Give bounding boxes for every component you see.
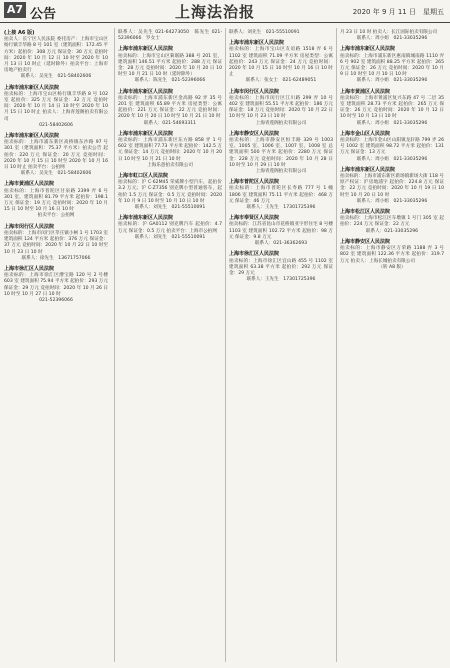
- issue-date: 2020 年 9 月 11 日 星期五: [352, 8, 444, 16]
- notice-contact: （转 A8 版）: [378, 264, 406, 270]
- notice-block: [4, 30, 108, 81]
- notice-title: 上海市浦东新区人民法院: [4, 84, 60, 91]
- notice-body: 拍卖标的：上海市普陀区甘泉路 2399 弄 6 号 301 室，建筑面积 81.79 平方米 起拍价：198.1 万元 保证金：19 万元 竞拍时间：2020 年 10 月 15 日 10 时至 10 月 16 日 10 时: [4, 188, 108, 213]
- notice-title: 上海市黄浦区人民法院: [340, 88, 391, 95]
- notice-body: 月 23 日 10 时 拍卖人：长江国际拍卖有限公司: [340, 30, 438, 35]
- newspaper-logo: 上海法治报: [175, 3, 256, 21]
- notice-body: 拍卖标的：上海市静安区恒丰路 329 号 1003 室、1005 室、1006 室、1007 室、1008 室 总建筑面积 500 平方米 起拍价：2280 万元 保证金：228 万元 竞拍时间：2020 年 10 月 28 日 10 时至 10 月 29 日 10 时: [229, 138, 333, 168]
- notice-body: 拍卖标的：上海市浦东新区高桥镇东沙路 97 号 301 室（建筑面积：75.37 平方米）拍卖公告 起拍价：220 万元 保证金：20 万元 竞拍时间：2020 年 10 月 15 日 10 时至 2020 年 10 月 16 日 10 时止 拍卖平台：公拍网: [4, 140, 108, 171]
- notice-body: 拍卖标的：上海市徐汇区宜山路 455 号 1102 室 建筑面积 63.38 平方米 起拍价：292 万元 保证金：29 万元: [229, 258, 333, 276]
- notice-contact: 联系人：周小姐 021-33035296: [356, 156, 428, 162]
- notice-block: [229, 30, 333, 36]
- notice-contact: 联系人：021-36362693: [254, 241, 308, 247]
- notice-title: 上海市闵行区人民法院: [4, 223, 55, 230]
- notice-block: [229, 89, 333, 127]
- notice-block: [118, 46, 222, 84]
- notice-body: 拍卖人：长宁区人民法院 委托房产：上海市宝山区杨行镇丰华路 8 号 101 室（建筑面积：172.45 平方米）起拍价：308 万元 保证金：30 万元 竞拍时间：2020 年 10 月 12 日 10 时至 2020 年 10 月 13 日 10 时止（延时除外）拍卖平台：上海市房地产拍卖行: [4, 37, 108, 74]
- notice-body: 拍卖标的：上海市静安区万荣路 1188 弄 3 号 802 室 建筑面积 122.36 平方米 起拍价：319.7 万元 拍卖人：上海长城拍卖有限公司: [340, 246, 444, 264]
- notice-title: 上海市松江区人民法院: [340, 209, 391, 216]
- notice-title: 上海市浦东新区人民法院: [340, 46, 396, 53]
- notice-body: 拍卖标的：上海市浦东新区惠南镇城南路 1110 弄 6 号 902 室 建筑面积 88.25 平方米 起拍价：265 万元 保证金：26 万元 竞拍时间：2020 年 10 月 9 日 10 时至 10 月 10 日 10 时: [340, 53, 444, 78]
- notice-title: 上海市浦东新区人民法院: [340, 166, 396, 173]
- notice-title: 上海市金山区人民法院: [340, 130, 391, 137]
- notice-contact: 联系人：陈先生 021-52396066: [134, 78, 206, 84]
- notice-contact: 上海乐意拍卖有限公司: [147, 162, 193, 168]
- notice-body: 拍卖标的：上海市黄浦区复兴东路 47 号 二层 35 室 建筑面积 28.73 平方米 起拍价：265 万元 保证金：26 万元 竞拍时间：2020 年 10 月 12 日 10 时至 10 月 13 日 10 时: [340, 95, 444, 120]
- notice-block: [4, 181, 108, 219]
- column-3: [225, 28, 333, 662]
- notice-contact: 上海青莲阁拍卖有限公司: [255, 120, 307, 126]
- notice-title: 上海市浦东新区人民法院: [118, 215, 174, 222]
- notice-contact: 联系人：王先生 17301725396: [246, 205, 316, 211]
- notice-block: [118, 30, 222, 42]
- notice-body: 联系人：刘先生 021-55510091: [229, 30, 300, 35]
- notice-block: [118, 173, 222, 211]
- notice-contact: 联系人：王先生 17301725396: [246, 277, 316, 283]
- notice-block: [4, 133, 108, 177]
- notice-contact: 联系人：吴先生 021-58402606: [20, 74, 92, 80]
- notice-block: [340, 30, 444, 42]
- notice-body: 拍卖标的：上海市金山区山阳镇龙轩路 799 弄 26 号 1002 室 建筑面积 98.72 平方米 起拍价：131 万元 保证金：13 万元: [340, 138, 444, 156]
- notice-block: [340, 89, 444, 127]
- notice-title: 上海市浦东新区人民法院: [118, 46, 174, 53]
- notice-body: 拍卖标的：上海市浦东新区金高路 92 弄 35 号 201 室 建筑面积 65.89 平方米 房屋类型：公寓 起拍价：221 万元 保证金：22 万元 竞拍时间：2020 年 10 月 20 日 10 时至 10 月 21 日 10 时: [118, 95, 222, 120]
- notice-block: [340, 46, 444, 84]
- notice-title: 上海市浦东新区人民法院: [4, 133, 60, 140]
- notice-block: [229, 179, 333, 211]
- notice-contact: 联系人：周小姐 021-33035296: [356, 78, 428, 84]
- notice-contact: 联系人：021-33035296: [365, 228, 419, 234]
- notice-block: [4, 85, 108, 129]
- notice-contact: 拍卖平台：公拍网: [37, 213, 75, 219]
- notice-block: [229, 251, 333, 283]
- notice-block: [340, 239, 444, 271]
- notice-body: 拍卖标的：上海市浦东新区东方路 858 弄 1 号 602 室 建筑面积 77.73 平方米 起拍价：142.5 万元 保证金：14 万元 竞拍时间：2020 年 10 月 20 日 10 时至 10 月 21 日 10 时: [118, 138, 222, 162]
- notice-title: 上海市奉贤区人民法院: [229, 215, 280, 222]
- notice-block: [229, 131, 333, 175]
- notice-title: 上海市浦东新区人民法院: [229, 40, 285, 47]
- notice-body: 拍卖标的：上海市宝山区友谊路 1518 弄 6 号 1102 室 建筑面积 71.09 平方米 房屋类型：公寓 起拍价：243 万元 保证金：24 万元 竞拍时间：2020 年 10 月 15 日 10 时至 10 月 16 日 10 时止: [229, 47, 333, 78]
- notice-body: 拍卖标的：沪 C·62M45 荣威牌小型汽车，起拍价 3.2 万元；沪 C·Z7356 别克牌小型普通客车，起拍价 1.5 万元 保证金：0.5 万元 竞拍时间：2020 年 10 月 9 日 10 时至 10 月 10 日 10 时: [118, 180, 222, 204]
- notice-block: [340, 167, 444, 205]
- notice-contact: 上海青莲阁拍卖有限公司: [255, 169, 307, 175]
- notice-title: 上海市浦东新区人民法院: [118, 88, 174, 95]
- notice-contact: 021-58402606: [39, 122, 73, 128]
- notice-block: [229, 40, 333, 84]
- notice-columns: [4, 28, 446, 662]
- notice-block: [340, 131, 444, 163]
- notice-body: 拍卖标的：上海市宝山区杨行镇丰华路 8 号 102 室 起拍价：325 万元 保证金：32 万元 竞拍时间：2020 年 10 月 14 日 10 时至 2020 年 10 月 15 日 10 时止 拍卖人：上海青莲阁拍卖有限公司: [4, 91, 108, 122]
- column-1: [4, 28, 108, 662]
- notice-body: 拍卖标的：江苏省昆山市花桥镇亚字形住宅 8 号楼 1103 室 建筑面积 102.72 平方米 起拍价：98 万元 保证金：9.8 万元: [229, 222, 333, 240]
- notice-contact: 021-52396066: [39, 297, 73, 303]
- notice-contact: 联系人：周小姐 021-33035296: [356, 36, 428, 42]
- notice-contact: 联系人：刘先生 021-55510091: [134, 234, 206, 240]
- notice-title: 上海市闵行区人民法院: [229, 88, 280, 95]
- notice-title: 上海市黄浦区人民法院: [4, 181, 55, 188]
- notice-block: [340, 209, 444, 235]
- notice-body: 拍卖标的：上海市浦东新区新场镇新场大街 118 号 原产权证：沪房地浦字 起拍价：224.8 万元 保证金：22 万元 竞拍时间：2020 年 10 月 19 日 10 时至 10 月 20 日 10 时: [340, 174, 444, 198]
- notice-block: [4, 266, 108, 304]
- notice-title: 上海市徐汇区人民法院: [229, 251, 280, 258]
- notice-block: [118, 215, 222, 241]
- notice-contact: 联系人：张女士 021-62489051: [245, 78, 317, 84]
- notice-contact: 联系人：徐先生 13671757066: [21, 255, 91, 261]
- notice-title: 上海市徐汇区人民法院: [4, 265, 55, 272]
- notice-body: 拍卖标的：上海市闵行区江川路 299 弄 10 号 402 室 建筑面积 55.51 平方米 起拍价：186 万元 保证金：18 万元 竞拍时间：2020 年 10 月 22 日 10 时至 10 月 23 日 10 时: [229, 95, 333, 120]
- notice-title: 上海市普陀区人民法院: [229, 179, 280, 186]
- notice-contact: 联系人：周小姐 021-33035296: [356, 198, 428, 204]
- notice-block: [4, 224, 108, 262]
- notice-block: [118, 89, 222, 127]
- notice-block: [118, 131, 222, 169]
- page-header: [0, 0, 450, 23]
- notice-title: 上海市静安区人民法院: [229, 130, 280, 137]
- notice-contact: 联系人：吴先生 021-58402606: [20, 171, 92, 177]
- notice-body: 拍卖标的：上海市徐汇区漕宝路 120 号 2 号楼 603 室 建筑面积 75.94 平方米 起拍价：293 万元 保证金：29 万元 竞拍时间：2020 年 10 月 26 日 10 时至 10 月 27 日 10 时: [4, 273, 108, 297]
- notice-block: [229, 215, 333, 247]
- column-4: [336, 28, 444, 662]
- notice-title: 上海市静安区人民法院: [340, 238, 391, 245]
- page-number-badge: A7: [4, 2, 26, 18]
- notice-contact: 联系人：021-54693311: [143, 120, 197, 126]
- notice-title: 上海市虹口区人民法院: [118, 173, 169, 180]
- notice-body: 拍卖标的：上海市普陀区长寿路 777 号 1 幢 1806 室 建筑面积 75.11 平方米 起拍价：468 万元 保证金：46 万元: [229, 186, 333, 204]
- notice-title: 上海市浦东新区人民法院: [118, 130, 174, 137]
- notice-body: 拍卖标的：上海市松江区车墩镇 1 号门 305 室 起拍价：224 万元 保证金：22 万元: [340, 216, 444, 228]
- notice-body: 拍卖标的：上海市闵行区莘庄镇小闸 1 号 1703 室 建筑面积 124 平方米 起拍价：376 万元 保证金：37 万元 竞拍时间：2020 年 10 月 22 日 10 时至 10 月 23 日 10 时: [4, 230, 108, 255]
- notice-contact: 联系人：周小姐 021-33035296: [356, 120, 428, 126]
- notice-body: 联系人：吴先生 021-64273050 陈先生 021-52396066 罗女士: [118, 30, 222, 42]
- notice-body: 拍卖标的：上海市宝山区菊联路 388 号 201 室，建筑面积 146.51 平方米 起拍价：288 万元 保证金：28 万元 竞拍时间：2020 年 10 月 20 日 10 时至 10 月 21 日 10 时（延时除外）: [118, 53, 222, 78]
- notice-title: (上接 A6 版): [4, 30, 35, 36]
- section-title: 公告: [30, 7, 57, 22]
- column-2: [114, 28, 222, 662]
- notice-body: 拍卖标的：沪 GA0112 别克牌汽车 起拍价：4.7 万元 保证金：0.5 万元 拍卖平台：上海市公拍网: [118, 222, 222, 234]
- notice-contact: 联系人：刘先生 021-55510091: [134, 205, 206, 211]
